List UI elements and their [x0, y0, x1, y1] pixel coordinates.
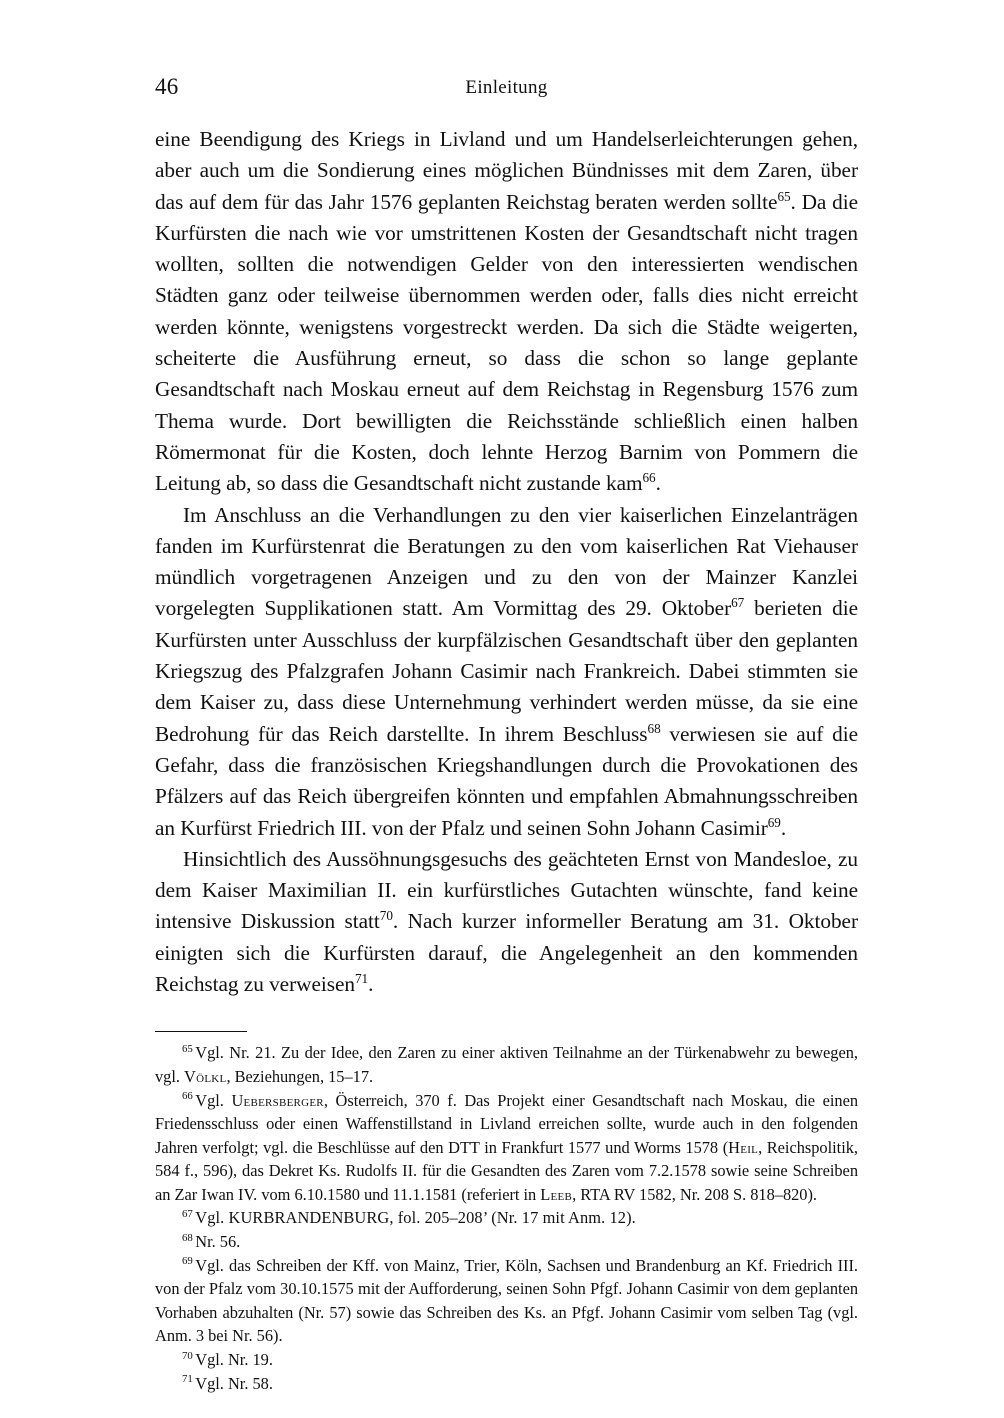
footnote-66 — [155, 1089, 858, 1207]
footnote-66-author-heil: Heil — [728, 1137, 759, 1157]
page-content — [155, 72, 858, 1395]
p2-text-b: berieten die Kurfürsten unter Ausschluss der kurpfälzischen Gesandtschaft über den geplanten Kriegszug des Pfalzgrafen Johann Casimir nach Frankreich. Dabei stimmten sie dem Kaiser zu, dass diese Unternehmung verhindert werden müsse, da sie eine Bedrohung für das Reich darstellte. In ihrem Beschluss — [155, 596, 858, 746]
paragraph-3 — [155, 844, 858, 1000]
footnote-number-70: 70 — [182, 1349, 193, 1362]
footnote-66-part2: , Österreich, 370 f. Das Projekt einer Gesandtschaft nach Moskau, die einen Friedensschluss oder einen Waffenstillstand in Livland erreichen sollte, wurde auch in den folgenden Jahren verfolgt; vgl. die Beschlüsse auf den DTT in Frankfurt 1577 und Worms 1578 ( — [155, 1090, 859, 1157]
p2-text-a: Im Anschluss an die Verhandlungen zu den vier kaiserlichen Einzelanträgen fanden im Kurfürstenrat die Beratungen zu den vom kaiserlichen Rat Viehauser mündlich vorgetragenen Anzeigen und zu den von der Mainzer Kanzlei vorgelegten Supplikationen statt. Am Vormittag des 29. Oktober — [155, 502, 858, 621]
p1-text-a: eine Beendigung des Kriegs in Livland und um Handelserleichterungen gehen, aber auch um die Sondierung eines möglichen Bündnisses mit dem Zaren, über das auf dem für das Jahr 1576 geplanten Reichstag beraten werden sollte — [155, 127, 858, 214]
footnote-ref-70[interactable]: 70 — [379, 908, 393, 924]
paragraph-1 — [155, 124, 858, 500]
footnote-69-part1: Vgl. das Schreiben der Kff. von Mainz, Trier, Köln, Sachsen und Brandenburg an Kf. Friedrich III. von der Pfalz vom 30.10.1575 mit der Aufforderung, seinen Sohn Pfgf. Johann Casimir von dem geplanten Vorhaben abzuhalten (Nr. 57) sowie das Schreiben des Ks. an Pfgf. Johann Casimir vom selben Tag (vgl. Anm. 3 bei Nr. 56). — [155, 1255, 858, 1346]
footnote-ref-67[interactable]: 67 — [731, 595, 745, 611]
footnote-69 — [155, 1254, 858, 1348]
running-head — [155, 72, 858, 106]
footnote-66-part1: Vgl. — [195, 1090, 232, 1110]
p3-text-b: . Nach kurzer informeller Beratung am 31. Oktober einigten sich die Kurfürsten darauf, die Angelegenheit an den kommenden Reichstag zu verweisen — [155, 909, 859, 997]
footnote-71 — [155, 1372, 858, 1396]
p1-text-c: . — [655, 471, 661, 496]
p3-text-c: . — [368, 972, 374, 997]
paragraph-2 — [155, 500, 858, 844]
footnote-68 — [155, 1230, 858, 1254]
footnote-66-part4: , RTA RV 1582, Nr. 208 S. 818–820). — [572, 1184, 818, 1204]
footnote-number-66: 66 — [182, 1090, 193, 1103]
footnote-66-author-leeb: Leeb — [540, 1184, 573, 1204]
footnote-66-author-uebersberger: Uebersberger — [231, 1090, 324, 1110]
footnote-number-65: 65 — [182, 1042, 193, 1055]
footnote-71-part1: Vgl. Nr. 58. — [195, 1373, 273, 1393]
footnote-70-part1: Vgl. Nr. 19. — [195, 1350, 273, 1370]
page-number: 46 — [155, 74, 179, 99]
footnote-68-part1: Nr. 56. — [195, 1232, 241, 1252]
footnote-ref-71[interactable]: 71 — [354, 970, 369, 986]
footnote-70 — [155, 1348, 858, 1372]
p2-text-d: . — [780, 815, 787, 840]
footnote-67-part1: Vgl. KURBRANDENBURG, fol. 205–208’ (Nr. 17 mit Anm. 12). — [195, 1208, 636, 1228]
footnote-ref-69[interactable]: 69 — [767, 814, 781, 830]
footnote-66-part3: , Reichspolitik, 584 f., 596), das Dekret Ks. Rudolfs II. für die Gesandten des Zaren vom 7.2.1578 sowie seine Schreiben an Zar Iwan IV. vom 6.10.1580 und 11.1.1581 (referiert in — [155, 1137, 858, 1204]
footnote-number-67: 67 — [182, 1208, 193, 1220]
p2-text-c: verwiesen sie auf die Gefahr, dass die französischen Kriegshandlungen durch die Provokationen des Pfälzers auf das Reich übergreifen könnten und empfahlen Abmahnungsschreiben an Kurfürst Friedrich III. von der Pfalz und seinen Sohn Johann Casimir — [155, 721, 858, 840]
footnote-65-part2: , Beziehungen, 15–17. — [226, 1066, 374, 1086]
p3-text-a: Hinsichtlich des Aussöhnungsgesuchs des geächteten Ernst von Mandesloe, zu dem Kaiser Maximilian II. ein kurfürstliches Gutachten wünschte, fand keine intensive Diskussion statt — [155, 846, 858, 934]
footnote-number-68: 68 — [182, 1231, 193, 1244]
footnote-65-part1: Vgl. Nr. 21. Zu der Idee, den Zaren zu einer aktiven Teilnahme an der Türkenabwehr zu bewegen, vgl. — [155, 1043, 858, 1086]
footnote-65 — [155, 1041, 858, 1088]
footnote-number-69: 69 — [182, 1255, 193, 1268]
footnote-ref-68[interactable]: 68 — [647, 720, 661, 736]
footnote-67 — [155, 1206, 858, 1230]
footnote-number-71: 71 — [182, 1373, 193, 1386]
p1-text-b: . Da die Kurfürsten die nach wie vor umstrittenen Kosten der Gesandtschaft nicht tragen wollten, sollten die notwendigen Gelder von den interessierten wendischen Städten ganz oder teilweise übernommen werden oder, falls dies nicht erreicht werden könnte, wenigstens vorgestreckt werden. Da sich die Städte weigerten, scheiterte die Ausführung erneut, so dass die schon so lange geplante Gesandtschaft nach Moskau erneut auf dem Reichstag in Regensburg 1576 zum Thema wurde. Dort bewilligten die Reichsstände schließlich einen halben Römermonat für die Kosten, doch lehnte Herzog Barnim von Pommern die Leitung ab, so dass die Gesandtschaft nicht zustande kam — [155, 189, 858, 496]
footnote-area — [155, 1031, 858, 1395]
running-head-title: Einleitung — [465, 77, 548, 98]
footnote-ref-65[interactable]: 65 — [777, 188, 791, 204]
body-text — [155, 124, 858, 1000]
footnote-separator-rule — [155, 1031, 247, 1032]
footnote-65-author-voelkl: Völkl — [184, 1066, 227, 1086]
footnote-ref-66[interactable]: 66 — [642, 470, 656, 486]
